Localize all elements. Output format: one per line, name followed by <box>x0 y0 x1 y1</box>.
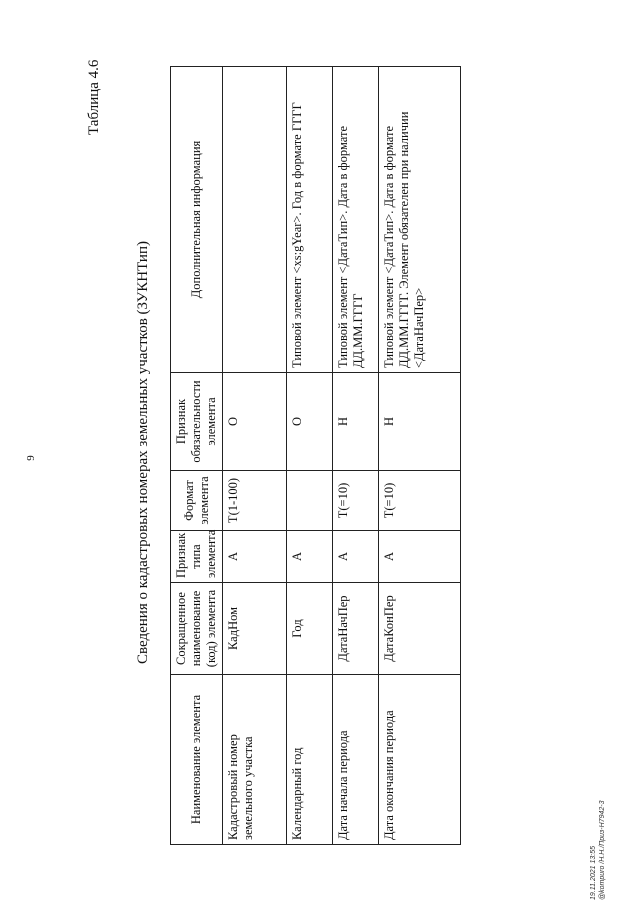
table-label: Таблица 4.6 <box>86 59 102 135</box>
table-row <box>287 67 333 845</box>
cell-format <box>287 471 333 531</box>
cell-code: ДатаНачПер <box>333 583 379 675</box>
cell-code: Год <box>287 583 333 675</box>
cell-name: Календарный год <box>287 675 333 845</box>
cell-info: Типовой элемент <ДатаТип>. Дата в формате ДД.ММ.ГГГГ. Элемент обязателен при наличии <ДатаНачПер> <box>379 67 461 373</box>
cell-type: А <box>379 531 461 583</box>
cell-required: О <box>223 373 287 471</box>
cell-format: T(1-100) <box>223 471 287 531</box>
cell-info: Типовой элемент <xs:gYear>. Год в формате ГГГГ <box>287 67 333 373</box>
cell-name: Кадастровый номер земельного участка <box>223 675 287 845</box>
cell-code: КадНом <box>223 583 287 675</box>
elements-table <box>170 66 461 845</box>
cell-info <box>223 67 287 373</box>
cell-required: О <box>287 373 333 471</box>
document-footer <box>590 760 630 900</box>
cell-type: А <box>333 531 379 583</box>
header-format: Формат элемента <box>171 471 223 531</box>
table-row <box>379 67 461 845</box>
cell-code: ДатаКонПер <box>379 583 461 675</box>
cell-name: Дата начала периода <box>333 675 379 845</box>
table-row <box>333 67 379 845</box>
header-type: Признак типа элемента <box>171 531 223 583</box>
cell-required: Н <box>379 373 461 471</box>
cell-name: Дата окончания периода <box>379 675 461 845</box>
header-code: Сокращенное наименование (код) элемента <box>171 583 223 675</box>
cell-format: T(=10) <box>379 471 461 531</box>
header-required: Признак обязательности элемента <box>171 373 223 471</box>
cell-format: T(=10) <box>333 471 379 531</box>
cell-type: А <box>287 531 333 583</box>
footer-signature: @kompuro /Н.Н./Приз-Н7942-3 <box>598 800 606 900</box>
page-number: 9 <box>24 455 37 461</box>
table-header-row <box>171 67 223 845</box>
table-title: Сведения о кадастровых номерах земельных участков (ЗУКНТип) <box>135 241 151 664</box>
footer-timestamp: 19.11.2021 13:55 <box>590 846 597 900</box>
cell-required: Н <box>333 373 379 471</box>
cell-type: А <box>223 531 287 583</box>
header-name: Наименование элемента <box>171 675 223 845</box>
cell-info: Типовой элемент <ДатаТип>. Дата в формате ДД.ММ.ГГГГ <box>333 67 379 373</box>
table-row <box>223 67 287 845</box>
header-info: Дополнительная информация <box>171 67 223 373</box>
